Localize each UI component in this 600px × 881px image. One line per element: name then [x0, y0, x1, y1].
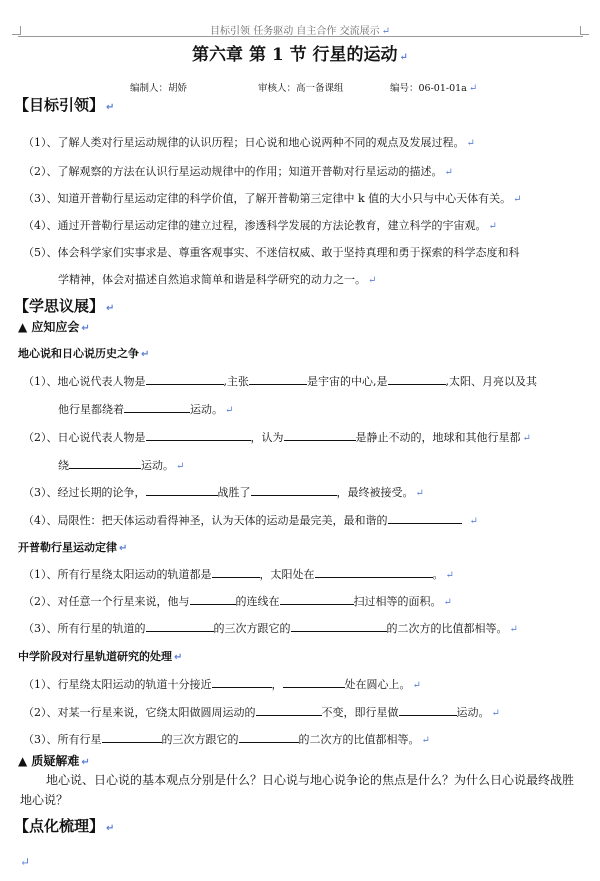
- section-study: 【学思议展】 ↵: [14, 297, 115, 315]
- part1-title: 地心说和日心说历史之争 ↵: [18, 347, 150, 360]
- fill-blank-item: （3）、所有行星 的三次方跟它的 的二次方的比值都相等。 ↵: [23, 733, 430, 746]
- answer-blank[interactable]: [146, 620, 214, 632]
- answer-blank[interactable]: [190, 593, 236, 605]
- answer-blank[interactable]: [399, 704, 457, 716]
- corner-mark-left: [12, 26, 21, 35]
- answer-blank[interactable]: [146, 484, 218, 496]
- answer-blank[interactable]: [280, 593, 354, 605]
- section-summary: 【点化梳理】 ↵: [14, 817, 115, 835]
- fill-blank-item: （2）、对某一行星来说，它绕太阳做圆周运动的 不变，即行星做 运动。 ↵: [23, 706, 500, 719]
- answer-blank[interactable]: [102, 731, 162, 743]
- answer-blank[interactable]: [388, 373, 446, 385]
- answer-blank[interactable]: [315, 566, 433, 578]
- goal-item-cont: 学精神，体会对描述自然追求简单和谐是科学研究的动力之一。 ↵: [58, 273, 377, 286]
- fill-blank-item: （1）、行星绕太阳运动的轨道十分接近 ， 处在圆心上。 ↵: [23, 678, 421, 691]
- answer-blank[interactable]: [69, 457, 141, 469]
- fill-blank-item-cont: 绕 运动。 ↵: [58, 459, 185, 472]
- goal-item: （5）、体会科学家们实事求是、尊重客观事实、不迷信权威、敢于坚持真理和勇于探索的科学态度和科: [23, 246, 520, 259]
- doubt-question: 地心说、日心说的基本观点分别是什么？日心说与地心说争论的焦点是什么？为什么日心说最终战胜地心说？: [20, 773, 575, 807]
- fill-blank-item: （2）、对任意一个行星来说，他与 的连线在 扫过相等的面积。 ↵: [23, 595, 452, 608]
- answer-blank[interactable]: [212, 676, 272, 688]
- goal-item: （3）、知道开普勒行星运动定律的科学价值，了解开普勒第三定律中 k 值的大小只与中心天体有关。 ↵: [23, 192, 522, 205]
- goal-item: （4）、通过开普勒行星运动定律的建立过程，渗透科学发展的方法论教育，建立科学的宇宙观。 ↵: [23, 219, 497, 232]
- answer-blank[interactable]: [146, 429, 251, 441]
- page-title: 第六章 第 1 节 行星的运动 ↵: [192, 45, 408, 65]
- answer-blank[interactable]: [212, 566, 260, 578]
- answer-blank[interactable]: [251, 484, 337, 496]
- fill-blank-item: （2）、日心说代表人物是 ，认为 是静止不动的，地球和其他行星都 ↵: [23, 431, 531, 444]
- doc-number: 编号：06-01-01a ↵: [390, 83, 478, 94]
- fill-blank-item: （3）、所有行星的轨道的 的三次方跟它的 的二次方的比值都相等。 ↵: [23, 622, 518, 635]
- corner-mark-right: [580, 26, 589, 35]
- part3-title: 中学阶段对行星轨道研究的处理 ↵: [18, 650, 183, 663]
- doubt-heading: ▲ 质疑解难 ↵: [18, 754, 90, 768]
- answer-blank[interactable]: [388, 512, 462, 524]
- fill-blank-item-cont: 他行星都绕着 运动。 ↵: [58, 403, 234, 416]
- answer-blank[interactable]: [239, 731, 299, 743]
- answer-blank[interactable]: [146, 373, 224, 385]
- goal-item: （1）、了解人类对行星运动规律的认识历程；日心说和地心说两种不同的观点及发展过程。 ↵: [23, 136, 475, 149]
- answer-blank[interactable]: [124, 401, 190, 413]
- part2-title: 开普勒行星运动定律 ↵: [18, 541, 128, 554]
- fill-blank-item: （3）、经过长期的论争， 战胜了 ，最终被接受。 ↵: [23, 486, 424, 499]
- empty-paragraph-mark: ↵: [20, 855, 31, 869]
- header-rule: [18, 36, 583, 37]
- page-header: 目标引领 任务驱动 自主合作 交流展示 ↵: [210, 26, 390, 37]
- author: 编制人：胡娇: [130, 83, 188, 94]
- fill-blank-item: （1）、所有行星绕太阳运动的轨道都是 ，太阳处在 。 ↵: [23, 568, 454, 581]
- goal-item: （2）、了解观察的方法在认识行星运动规律中的作用；知道开普勒对行星运动的描述。 ↵: [23, 165, 453, 178]
- answer-blank[interactable]: [283, 676, 345, 688]
- answer-blank[interactable]: [284, 429, 356, 441]
- should-know-heading: ▲ 应知应会 ↵: [18, 320, 90, 334]
- section-goals: 【目标引领】 ↵: [14, 96, 115, 114]
- reviewer: 审核人：高一备课组: [258, 83, 344, 94]
- answer-blank[interactable]: [249, 373, 307, 385]
- fill-blank-item: （1）、地心说代表人物是 ,主张 是宇宙的中心,是 ,太阳、月亮以及其: [23, 375, 537, 388]
- fill-blank-item: （4）、局限性：把天体运动看得神圣，认为天体的运动是最完美，最和谐的 ↵: [23, 514, 478, 527]
- answer-blank[interactable]: [291, 620, 387, 632]
- answer-blank[interactable]: [256, 704, 322, 716]
